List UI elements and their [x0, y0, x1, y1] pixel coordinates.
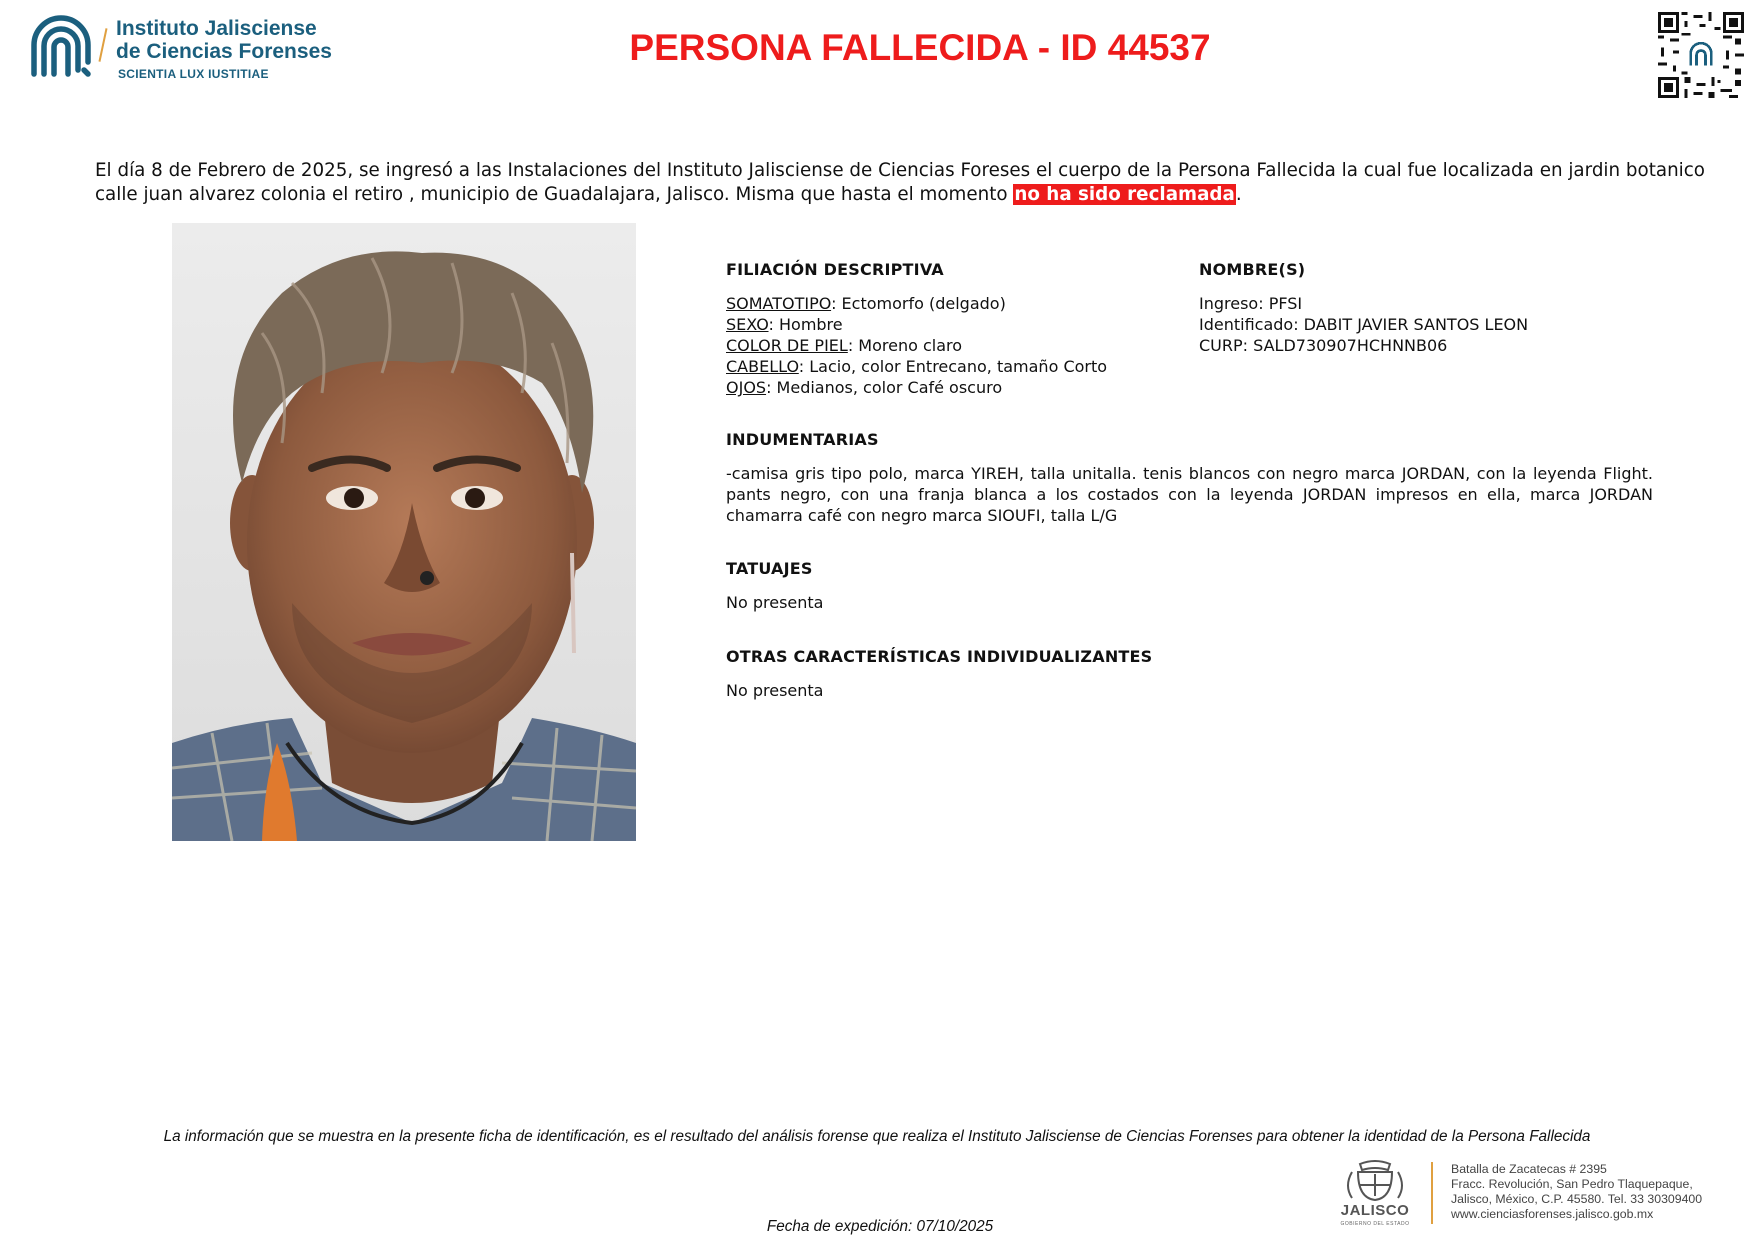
org-name-line2: de Ciencias Forenses: [116, 40, 332, 63]
org-name-line1: Instituto Jalisciense: [116, 17, 317, 40]
filiacion-section: [726, 259, 1166, 398]
logo-divider: [98, 28, 107, 62]
filiacion-item-color-de-piel: COLOR DE PIEL: Moreno claro: [726, 336, 963, 355]
intro-text: El día 8 de Febrero de 2025, se ingresó a las Instalaciones del Instituto Jalisciense de Ciencias Foreses el cuerpo de la Persona Fallecida la cual fue localizada en jardin botanico calle juan alvarez colonia el retiro , municipio de Guadalajara, Jalisco. Misma que hasta el momento: [95, 160, 1705, 205]
address-line-2: Fracc. Revolución, San Pedro Tlaquepaque,: [1451, 1177, 1693, 1191]
indumentarias-text: -camisa gris tipo polo, marca YIREH, talla unitalla. tenis blancos con negro marca JORDAN, con la leyenda Flight. pants negro, con una franja blanca a los costados con la leyenda JORDAN impresos en ella, marca JORDAN chamarra café con negro marca SIOUFI, talla L/G: [726, 464, 1653, 525]
address-line-1: Batalla de Zacatecas # 2395: [1451, 1162, 1607, 1176]
nombres-curp: CURP: SALD730907HCHNNB06: [1199, 336, 1448, 355]
nombres-identificado: Identificado: DABIT JAVIER SANTOS LEON: [1199, 315, 1529, 334]
intro-paragraph: [95, 159, 1705, 207]
otras-text: No presenta: [726, 681, 824, 700]
page-title: PERSONA FALLECIDA - ID 44537: [629, 27, 1211, 68]
otras-section: [726, 646, 1426, 701]
nombres-title: NOMBRE(S): [1199, 260, 1306, 279]
tatuajes-text: No presenta: [726, 593, 824, 612]
institution-logo: [28, 12, 348, 82]
filiacion-title: FILIACIÓN DESCRIPTIVA: [726, 260, 944, 279]
filiacion-item-sexo: SEXO: Hombre: [726, 315, 843, 334]
nombres-list: [1199, 293, 1659, 356]
filiacion-list: [726, 293, 1166, 398]
intro-end: .: [1235, 184, 1242, 205]
institution-address: [1451, 1162, 1702, 1222]
address-website-link[interactable]: www.cienciasforenses.jalisco.gob.mx: [1451, 1207, 1654, 1221]
nombres-ingreso: Ingreso: PFSI: [1199, 294, 1303, 313]
org-tagline: SCIENTIA LUX IUSTITIAE: [118, 67, 269, 81]
tatuajes-section: [726, 558, 1326, 613]
disclaimer: La información que se muestra en la presente ficha de identificación, es el resultado del análisis forense que realiza el Instituto Jalisciense de Ciencias Forenses para obtener la identidad de la Persona Fallecida: [163, 1128, 1591, 1145]
footer-divider: [1431, 1162, 1433, 1224]
nombres-section: [1199, 259, 1659, 356]
qr-code-icon[interactable]: [1658, 12, 1744, 98]
issue-date: Fecha de expedición: 07/10/2025: [766, 1218, 994, 1235]
indumentarias-section: [726, 429, 1653, 526]
otras-title: OTRAS CARACTERÍSTICAS INDIVIDUALIZANTES: [726, 647, 1153, 666]
filiacion-item-cabello: CABELLO: Lacio, color Entrecano, tamaño Corto: [726, 357, 1108, 376]
filiacion-item-ojos: OJOS: Medianos, color Café oscuro: [726, 378, 1003, 397]
jalisco-wordmark: JALISCO: [1340, 1202, 1410, 1219]
indumentarias-title: INDUMENTARIAS: [726, 430, 879, 449]
fingerprint-logo-icon: [28, 12, 94, 82]
filiacion-item-somatotipo: SOMATOTIPO: Ectomorfo (delgado): [726, 294, 1006, 313]
jalisco-crest-icon: [1330, 1158, 1420, 1230]
tatuajes-title: TATUAJES: [726, 559, 813, 578]
address-line-3: Jalisco, México, C.P. 45580. Tel. 33 30309400: [1451, 1192, 1703, 1206]
unclaimed-badge: no ha sido reclamada: [1014, 184, 1235, 205]
deceased-person-photo: [172, 223, 636, 841]
jalisco-subtitle: GOBIERNO DEL ESTADO: [1340, 1221, 1410, 1227]
